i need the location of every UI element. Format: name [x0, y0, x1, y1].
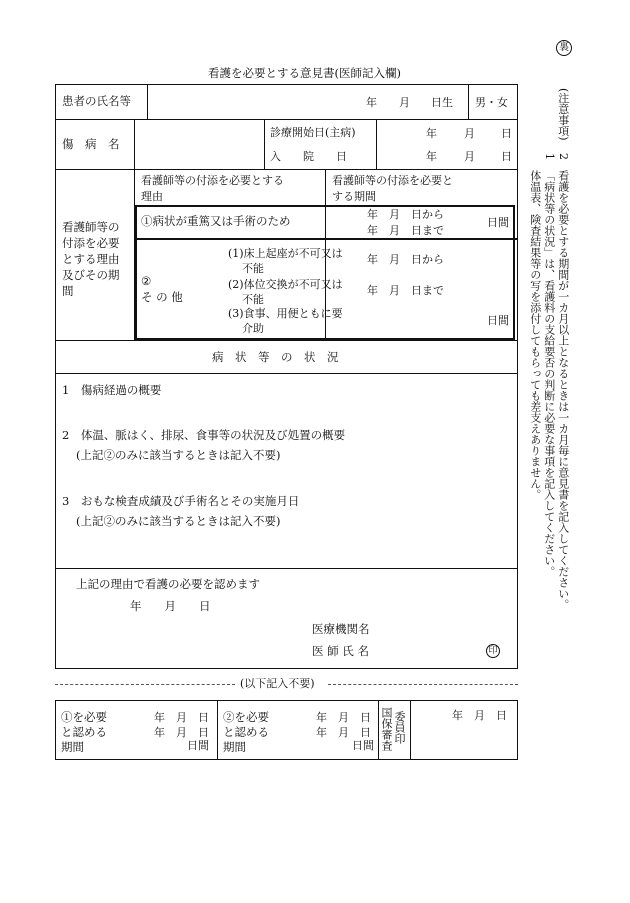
item2-period-to: 年 月 日まで [367, 284, 444, 297]
admission-date-label: 入 院 日 [270, 150, 347, 163]
office-c2-dates: 年 月 日 年 月 日 [316, 711, 371, 739]
office-use-divider: (以下記入不要) [240, 677, 315, 690]
institution-label: 医療機関名 [312, 622, 370, 636]
item2-sub-2[interactable]: (2)体位交換が不可又は 不能 [228, 278, 343, 306]
doctor-seal-mark: 印 [486, 644, 500, 658]
admission-day-unit: 日 [501, 150, 512, 163]
admission-year-unit: 年 [426, 150, 437, 163]
kokuho-label: 国保審査 [380, 707, 393, 751]
admission-month-unit: 月 [464, 150, 475, 163]
office-c1-label: ①を必要 と認める 期間 [61, 710, 107, 754]
item2-period-from: 年 月 日から [367, 253, 444, 266]
birth-year-unit: 年 [366, 96, 377, 109]
reason-item-1[interactable]: ①病状が重篤又は手術のため [141, 214, 291, 228]
start-year-unit: 年 [426, 127, 437, 140]
divider-line-right [328, 684, 518, 685]
office-c3-date: 年 月 日 [452, 709, 507, 722]
reason-item-2-num: ② [141, 274, 152, 288]
condition-q2: 2 体温、脈はく、排尿、食事等の状況及び処置の概要 [62, 428, 346, 442]
committee-seal-label: 委員印 [393, 711, 406, 744]
reverse-side-mark: 裏 [556, 40, 572, 56]
certify-text: 上記の理由で看護の必要を認めます [76, 577, 260, 591]
office-c2-label: ②を必要 と認める 期間 [223, 710, 269, 754]
divider-line-left [55, 684, 235, 685]
notes-heading: (注意事項) [556, 88, 570, 141]
reason-item-2-label[interactable]: そ の 他 [141, 290, 183, 304]
note-1-text-line1: 「病状等の状況」は、看護料の支給要否の判断に必要な事項を記入してください。 [542, 170, 556, 577]
doctor-name-label: 医 師 氏 名 [312, 644, 369, 658]
period-column-header: 看護師等の付添を必要と する期間 [332, 174, 453, 203]
birth-day-unit: 日生 [431, 96, 453, 109]
item1-period-to: 年 月 日まで [367, 224, 444, 237]
note-2-text: 看護を必要とする期間が一カ月以上となるときは一カ月毎に意見書を記入してください。 [556, 170, 570, 610]
item2-sub-3[interactable]: (3)食事、用便ともに要 介助 [228, 307, 343, 335]
form-title: 看護を必要とする意見書(医師記入欄) [208, 66, 401, 80]
condition-q1: 1 傷病経過の概要 [62, 383, 162, 397]
certify-date[interactable]: 年 月 日 [130, 599, 211, 613]
item2-days: 日間 [487, 314, 509, 327]
birth-month-unit: 月 [399, 96, 410, 109]
start-month-unit: 月 [464, 127, 475, 140]
patient-name-label: 患者の氏名等 [62, 94, 131, 108]
condition-q3-note: (上記②のみに該当するときは記入不要) [76, 514, 281, 528]
item2-sub-1[interactable]: (1)床上起座が不可又は 不能 [228, 247, 343, 275]
reason-column-header: 看護師等の付添を必要とする 理由 [141, 174, 284, 203]
note-1-text-line2: 体温表、険査結果等の写を添付してもらっても差支えありません。 [528, 170, 542, 500]
treatment-start-label: 診療開始日(主病) [270, 126, 356, 139]
note-2-number: 2 [556, 153, 570, 160]
reason-side-label: 看護師等の 付添を必要 とする理由 及びその期 間 [62, 220, 120, 298]
office-c1-days: 日間 [187, 739, 209, 752]
start-day-unit: 日 [501, 127, 512, 140]
sex-field[interactable]: 男・女 [475, 96, 508, 109]
condition-heading: 病 状 等 の 状 況 [212, 350, 339, 364]
office-c2-days: 日間 [352, 739, 374, 752]
disease-name-label: 傷 病 名 [62, 137, 120, 151]
office-c1-dates: 年 月 日 年 月 日 [154, 711, 209, 739]
note-1-number: 1 [542, 153, 556, 160]
condition-q2-note: (上記②のみに該当するときは記入不要) [76, 448, 281, 462]
condition-q3: 3 おもな検査成績及び手術名とその実施月日 [62, 494, 300, 508]
item1-period-from: 年 月 日から [367, 208, 444, 221]
item1-days: 日間 [487, 216, 509, 229]
